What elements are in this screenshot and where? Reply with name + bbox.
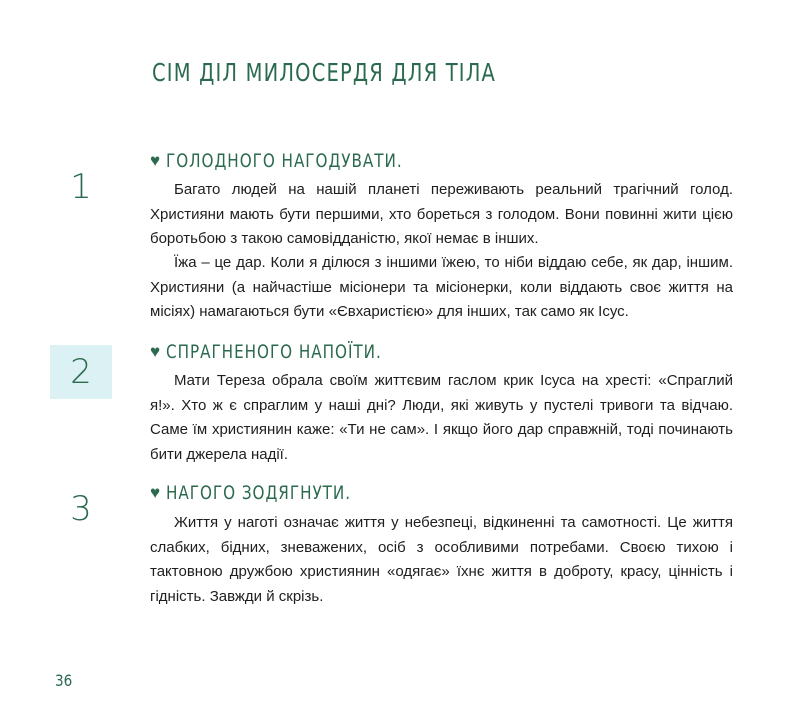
section-heading-2	[150, 341, 436, 363]
heart-icon: ♥	[150, 151, 161, 170]
section-number-1: 1	[70, 167, 92, 207]
section-heading-3	[150, 482, 397, 504]
section-heading-text: ГОЛОДНОГО НАГОДУВАТИ.	[166, 150, 403, 172]
section-1-paragraph-2: Їжа – це дар. Коли я ділюся з іншими їжею, то ніби віддаю себе, як дар, іншим. Християни (а найчастіше місіонери та місіонерки, коли віддають своє життя на місіях) намагаються бути «Євхаристією» для інших, так само як Ісус.	[150, 254, 733, 320]
heart-icon: ♥	[150, 483, 161, 502]
section-2-paragraph-1: Мати Тереза обрала своїм життєвим гаслом крик Ісуса на хресті: «Спраглий я!». Хто ж є спраглим у наші дні? Люди, які живуть у пустелі тривоги та відчаю. Саме їм християнин каже: «Ти не сам». І якщо його дар справжній, тоді починають бити джерела надії.	[150, 372, 733, 463]
section-3-paragraph-1: Життя у наготі означає життя у небезпеці, відкиненні та самотності. Це життя слабких, бідних, зневажених, осіб з особливими потребами. Своєю тихою і тактовною дружбою християнин «одягає» їхнє життя в доброту, красу, цінність і гідність. Завжди й скрізь.	[150, 514, 733, 605]
heart-icon: ♥	[150, 342, 161, 361]
page-number: 36	[55, 671, 73, 690]
section-heading-text: НАГОГО ЗОДЯГНУТИ.	[166, 482, 352, 504]
section-number-3: 3	[70, 489, 92, 529]
section-heading-1	[150, 150, 462, 172]
section-1-paragraph-1: Багато людей на нашій планеті переживають реальний трагічний голод. Християни мають бути першими, хто бореться з голодом. Вони повинні жити цією боротьбою з такою самовідданістю, якої немає в інших.	[150, 181, 733, 247]
section-number-2: 2	[50, 345, 112, 399]
page-title: СІМ ДІЛ МИЛОСЕРДЯ ДЛЯ ТІЛА	[152, 58, 497, 87]
section-heading-text: СПРАГНЕНОГО НАПОЇТИ.	[166, 341, 382, 363]
